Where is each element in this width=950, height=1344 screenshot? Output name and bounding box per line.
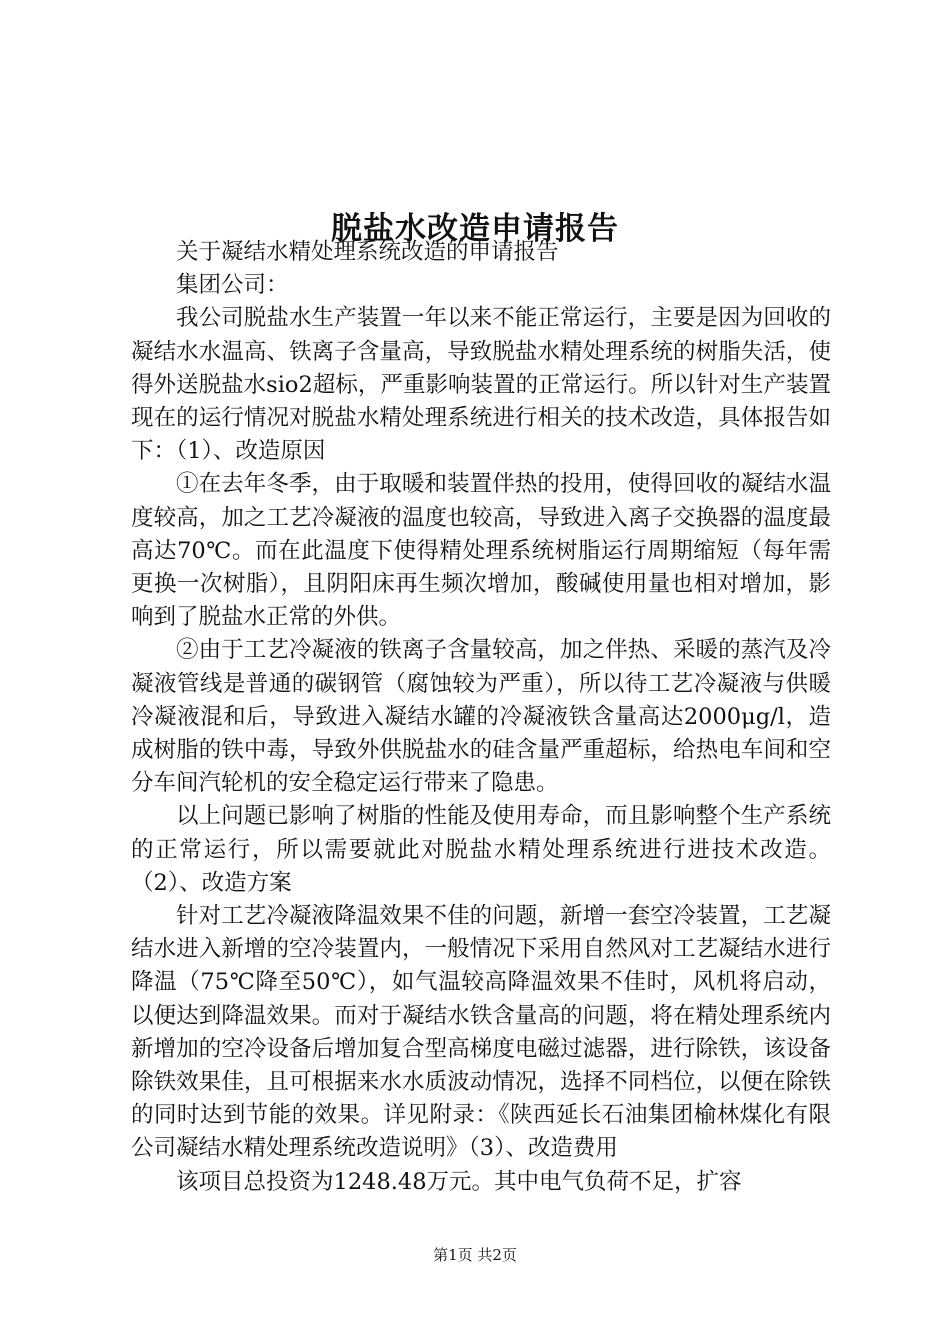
page-footer: 第1页 共2页 [433, 1246, 517, 1264]
paragraph-summary: 以上问题已影响了树脂的性能及使用寿命，而且影响整个生产系统的正常运行，所以需要就此对脱盐水精处理系统进行进技术改造。（2）、改造方案 [131, 803, 831, 896]
paragraph-intro: 我公司脱盐水生产装置一年以来不能正常运行，主要是因为回收的凝结水水温高、铁离子含量高，导致脱盐水精处理系统的树脂失活，使得外送脱盐水sio2超标，严重影响装置的正常运行。所以针对生产装置现在的运行情况对脱盐水精处理系统进行相关的技术改造，具体报告如下：（1）、改造原因 [131, 305, 831, 465]
salutation: 集团公司： [176, 272, 289, 299]
paragraph-reason-1: ①在去年冬季，由于取暖和装置伴热的投用，使得回收的凝结水温度较高，加之工艺冷凝液的温度也较高，导致进入离子交换器的温度最高达70℃。而在此温度下使得精处理系统树脂运行周期缩短（每年需更换一次树脂），且阴阳床再生频次增加，酸碱使用量也相对增加，影响到了脱盐水正常的外供。 [131, 471, 831, 631]
document-body [131, 236, 831, 1199]
document-title: 脱盐水改造申请报告 [331, 210, 619, 247]
paragraph-cost: 该项目总投资为1248.48万元。其中电气负荷不足，扩容 [176, 1168, 742, 1195]
paragraph-reason-2: ②由于工艺冷凝液的铁离子含量较高，加之伴热、采暖的蒸汽及冷凝液管线是普通的碳钢管（腐蚀较为严重），所以待工艺冷凝液与供暖冷凝液混和后，导致进入凝结水罐的冷凝液铁含量高达2000μg/l，造成树脂的铁中毒，导致外供脱盐水的硅含量严重超标，给热电车间和空分车间汽轮机的安全稳定运行带来了隐患。 [131, 637, 831, 797]
paragraph-plan: 针对工艺冷凝液降温效果不佳的问题，新增一套空冷装置，工艺凝结水进入新增的空冷装置内，一般情况下采用自然风对工艺凝结水进行降温（75℃降至50℃），如气温较高降温效果不佳时，风机将启动，以便达到降温效果。而对于凝结水铁含量高的问题，将在精处理系统内新增加的空冷设备后增加复合型高梯度电磁过滤器，进行除铁，该设备除铁效果佳，且可根据来水水质波动情况，选择不同档位，以便在除铁的同时达到节能的效果。详见附录：《陕西延长石油集团榆林煤化有限公司凝结水精处理系统改造说明》（3）、改造费用 [131, 903, 831, 1162]
report-subject-line: 关于凝结水精处理系统改造的申请报告 [176, 239, 559, 265]
